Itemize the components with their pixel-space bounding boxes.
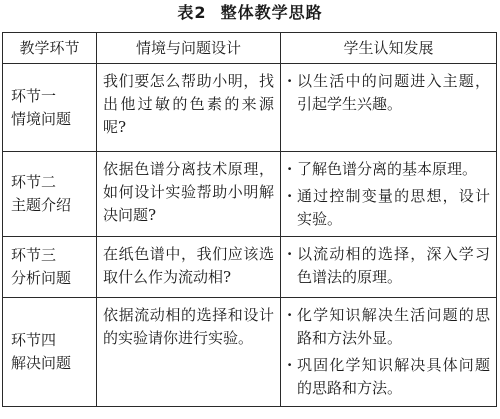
stage-name: 情境问题 (11, 109, 72, 128)
table-title: 整体教学思路 (220, 3, 323, 22)
stage-cell (3, 237, 97, 298)
stage-cell (3, 152, 97, 237)
stage-number: 环节二 (11, 173, 57, 191)
table-caption (0, 2, 500, 24)
header-stage: 教学环节 (3, 33, 97, 64)
header-design: 情境与问题设计 (97, 33, 281, 64)
table-header-row (3, 33, 497, 64)
development-item: · 巩固化学知识解决具体问题的思路和方法。 (287, 354, 490, 400)
stage-number: 环节一 (11, 86, 57, 105)
stage-cell (3, 64, 97, 152)
development-item: · 了解色谱分离的基本原理。 (287, 158, 490, 181)
development-item: · 以流动相的选择，深入学习色谱法的原理。 (287, 243, 490, 289)
table-row (3, 64, 497, 152)
development-cell (281, 237, 497, 298)
development-item: · 通过控制变量的思想，设计实验。 (287, 185, 490, 231)
development-cell (281, 298, 497, 407)
stage-number: 环节三 (11, 246, 57, 264)
design-cell: 依据流动相的选择和设计的实验请你进行实验。 (97, 298, 281, 407)
header-development: 学生认知发展 (281, 33, 497, 64)
table-row (3, 152, 497, 237)
table-row (3, 237, 497, 298)
table-row (3, 298, 497, 407)
stage-number: 环节四 (11, 331, 57, 349)
design-cell: 依据色谱分离技术原理，如何设计实验帮助小明解决问题? (97, 152, 281, 237)
stage-name: 主题介绍 (11, 196, 72, 214)
teaching-plan-table (2, 32, 497, 407)
stage-name: 解决问题 (11, 354, 72, 372)
development-cell (281, 152, 497, 237)
design-cell: 在纸色谱中，我们应该选取什么作为流动相? (97, 237, 281, 298)
stage-name: 分析问题 (11, 269, 72, 287)
development-item: · 化学知识解决生活问题的思路和方法外显。 (287, 304, 490, 350)
design-cell: 我们要怎么帮助小明，找出他过敏的色素的来源呢? (97, 64, 281, 152)
development-item: · 以生活中的问题进入主题，引起学生兴趣。 (287, 70, 490, 116)
stage-cell (3, 298, 97, 407)
table-number: 表2 (177, 3, 207, 22)
development-cell (281, 64, 497, 152)
